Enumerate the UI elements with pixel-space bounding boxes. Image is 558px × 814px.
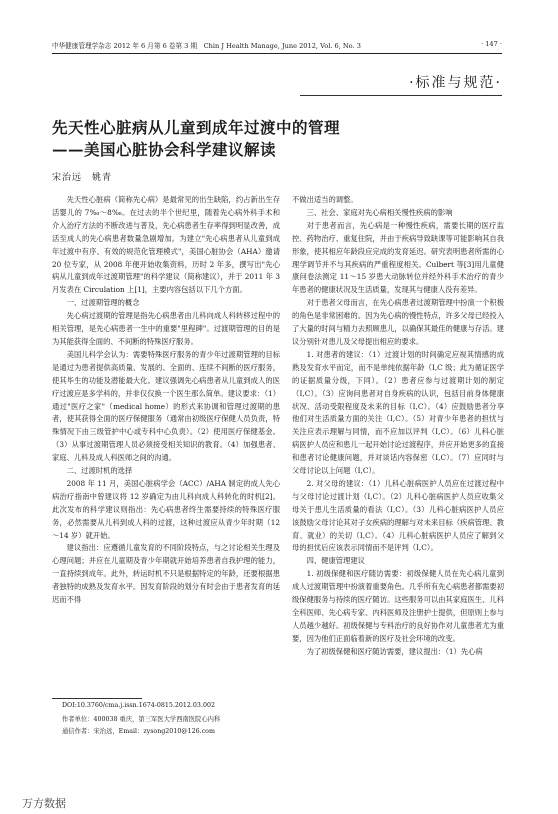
header-rule — [52, 53, 502, 54]
section-heading: 三、社会、家庭对先心病相关慢性疾病的影响 — [306, 207, 453, 217]
running-header — [52, 40, 502, 52]
watermark: 万方数据 — [22, 797, 66, 810]
paragraph: 不做出适当的调整。 — [292, 195, 358, 204]
paragraph: 先天性心脏病（简称先心病）是最常见的出生缺陷，约占新出生存活婴儿的 7‰～8‰。在过去的半个世纪里，随着先心病外科手术和介入治疗方法的不断改进与普及，先心病患者生存率得到明显改善，成活至成人的先心病患者数量急剧增加。为建立"先心病患者从儿童到成年过渡中有序、有效的规范化管理模式"，美国心脏协会（AHA）邀请 20 位专家，从 2008 年便开始收集资料，历时 2 年多，撰写出"先心病从儿童到成年过渡期管理"的科学建议（简称建议），并于 2011 年 3 月发表在 Circulation 上[1]，主要内容包括以下几个方面。 — [52, 195, 280, 295]
journal-citation: 中华健康管理学杂志 2012 年 6 月第 6 卷第 3 期 Chin J Health Manage, June 2012, Vol. 6, No. 3 — [52, 42, 361, 50]
paragraph: 1. 对患者的建议：（1）过渡计划的时间确定应视其情感的成熟及发育水平而定，而不是单纯依据年龄（I,C 级；此为循证医学的证据质量分级，下同）。（2）患者应参与过渡期计划的制定（I,C）。（3）应询问患者对自身疾病的认识，包括目前身体健康状况、活动受限程度及未来的目标（I,C）。（4）应鼓励患者分享他们对生活质量方面的关注（I,C）。（5）对青少年患者的担忧与关注应表示理解与同情，而不应加以评判（I,C）。（6）儿科心脏病医护人员应和患儿一起开始讨论过渡程序，并应开始更多的直接和患者讨论健康问题，并对谈话内容保密（I,C）。（7）应同时与父母讨论以上问题（I,C）。 — [292, 349, 504, 476]
section-heading: 一、过渡期管理的概念 — [66, 298, 140, 308]
article-subtitle: ——美国心脏协会科学建议解读 — [52, 140, 277, 159]
section-heading: 二、过渡时机的选择 — [66, 466, 133, 476]
paragraph: 建议指出：应遵循儿童发育的不同阶段特点，与之讨论相关生理及心理问题；并应在儿童期及青少年期就开始培养患者自我护理的能力，一直持续到成年。此外，转运时机不只是根据特定的年龄，还要根据患者独特的成熟及发育水平。因发育阶段的划分有时会由于患者发育的延迟而不得 — [52, 543, 280, 605]
left-column — [52, 194, 280, 607]
paragraph: 2008 年 11 月，美国心脏病学会（ACC）/AHA 制定的成人先心病治疗指南中曾建议将 12 岁确定为由儿科向成人科转化的时机[2]。此次发布的科学建议则指出：先心病患者终生需要持续的特殊医疗服务，必然需要从儿科到成人科的过渡，这种过渡应从青少年时期（12～14 岁）就开始。 — [52, 478, 280, 540]
paragraph: 对于患者父母而言，在先心病患者过渡期管理中扮演一个积极的角色是非常困难的。因为先心病的慢性特点，许多父母已经投入了大量的时间与精力去照顾患儿，以确保其最佳的健康与存活。建议分别针对患儿及父母提出相应的要求。 — [292, 298, 504, 346]
affiliation-footnote: 作者单位：400038 重庆，第三军医大学西南医院心内科 — [62, 716, 221, 723]
section-heading: 四、健康管理建议 — [306, 556, 365, 566]
correspondence-footnote: 通信作者：宋治远，Email：zysong2010@126.com — [62, 728, 215, 735]
paragraph: 美国儿科学会认为：需要特殊医疗服务的青少年过渡期管理的目标是通过为患者提供高质量、发展的、全面的、连续不间断的医疗服务，使其毕生的功能及潜能最大化。建议强调先心病患者从儿童到成人的医疗过渡应是多学科的，并非仅仅换一个医生那么简单。建议要求：（1）通过"医疗之家"（medical home）的形式来协调和管理过渡期的患者，使其获得全面的医疗保健服务（通常由初级医疗保健人员负责，特殊情况下由三级管护中心或专科中心负责）。（2）使用医疗保健基金。（3）从事过渡期管理人员必须接受相关知识的教育。（4）加强患者、家庭、儿科及成人科医师之间的沟通。 — [52, 349, 280, 463]
doi-footnote: DOI:10.3760/cma.j.issn.1674-0815.2012.03.002 — [62, 702, 215, 709]
section-rule — [300, 95, 502, 96]
paragraph: 为了初级保健和医疗随访需要，建议提出：（1）先心病 — [306, 646, 483, 656]
paragraph: 1. 初级保健和医疗随访需要：初级保健人员在先心病儿童到成人过渡期管理中扮演着重要角色。几乎所有先心病患者都需要初级保健服务与持续的医疗随访。这些服务可以由其家庭医生、儿科全科医师、先心病专家、内科医师及注册护士提供，但原则上参与人员越少越好。初级保健与专科治疗的良好协作对儿童患者尤为重要，因为他们正面临着新的医疗及社会环境的改变。 — [292, 569, 504, 643]
right-column — [292, 194, 504, 659]
section-label: ·标准与规范· — [409, 75, 502, 91]
article-title: 先天性心脏病从儿童到成年过渡中的管理 — [52, 118, 341, 137]
page-number: · 147 · — [481, 40, 502, 48]
paragraph: 先心病过渡期的管理是指先心病患者由儿科向成人科转移过程中的相关管理，是先心病患者一生中的重要"里程碑"。过渡期管理的目的是为其能获得全面的、不间断的特殊医疗服务。 — [52, 311, 280, 346]
footnote-rule — [52, 698, 142, 699]
paragraph: 对于患者而言，先心病是一种慢性疾病，需要长期的医疗监控、药物治疗、重复住院，并由于疾病导致缺课等可能影响其自我形象，使其相应年龄段应完成的发育延迟。研究表明患者所需的心理学调节并不与其疾病的严重程度相关。Culbert 等[3]用儿童健康问卷法测定 11～15 岁患大动脉转位并经外科手术治疗的青少年患者的健康状况及生活质量，发现其与健康人没有差异。 — [292, 220, 504, 295]
article-authors: 宋治远 姚青 — [52, 173, 113, 183]
paragraph: 2. 对父母的建议：（1）儿科心脏病医护人员应在过渡过程中与父母讨论过渡计划（I,C）。（2）儿科心脏病医护人员应收集父母关于患儿生活质量的看法（I,C）。（3）儿科心脏病医护人员应该鼓励父母讨论其对子女疾病的理解与对未来目标（疾病管理、教育、就业）的关切（I,C）。（4）儿科心脏病医护人员应了解到父母的担忧后应该表示同情而不是评判（I,C）。 — [292, 478, 504, 553]
